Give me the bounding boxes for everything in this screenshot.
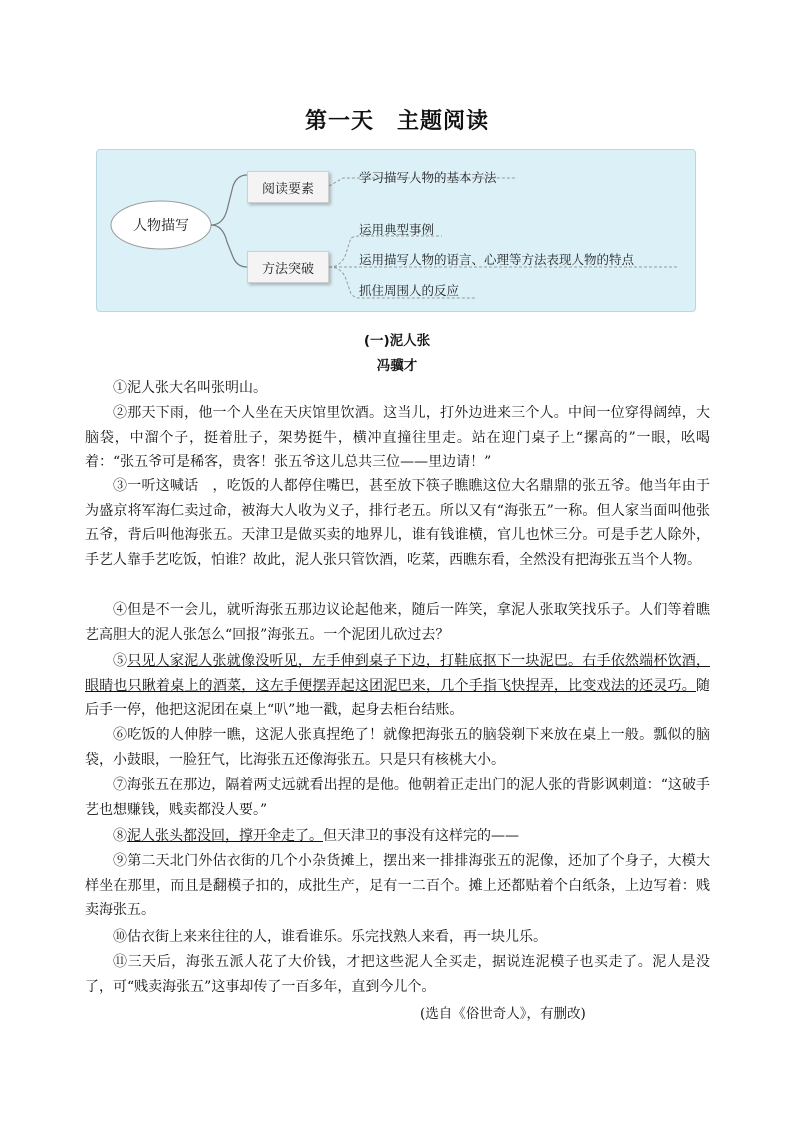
- leaf-typical-example: 运用典型事例: [359, 222, 435, 237]
- mind-map-center: 人物描写: [133, 218, 189, 234]
- page-title: 第一天 主题阅读: [304, 109, 489, 134]
- branch-method-breakthrough: 方法突破: [247, 251, 329, 283]
- paragraph-10: ⑩估衣街上来来往往的人，谁看谁乐。乐完找熟人来看，再一块儿乐。: [113, 929, 547, 945]
- paragraph-8: [85, 824, 710, 849]
- paragraph-2: ②那天下雨，他一个人坐在天庆馆里饮酒。这当儿，打外边进来三个人。中间一位穿得阔绰，大脑袋，中溜个子，挺着肚子，架势挺牛，横冲直撞往里走。站在迎门桌子上“摞高的”一眼，吆喝着：“张五爷可是稀客，贵客！张五爷这儿总共三位——里边请！”: [85, 405, 710, 470]
- paragraph-5: [85, 649, 710, 723]
- paragraph-8-number: ⑧: [113, 828, 127, 844]
- paragraph-11: ⑪三天后，海张五派人花了大价钱，才把这些泥人全买走，据说连泥模子也买走了。泥人是没了，可“贱卖海张五”这事却传了一百多年，直到今儿个。: [85, 954, 710, 995]
- leaf-surrounding-reaction: 抓住周围人的反应: [359, 283, 460, 298]
- paragraph-5-number: ⑤: [113, 653, 128, 669]
- leaf-basic-method: 学习描写人物的基本方法: [359, 170, 497, 185]
- paragraph-3: ③一听这喊话 ，吃饭的人都停住嘴巴，甚至放下筷子瞧瞧这位大名鼎鼎的张五爷。他当年由于为盛京将军海仁卖过命，被海大人收为义子，排行老五。所以又有“海张五”一称。但人家当面叫他张五爷，背后叫他海张五。天津卫是做买卖的地界儿，谁有钱谁横，官儿也怵三分。可是手艺人除外，手艺人靠手艺吃饭，怕谁？故此，泥人张只管饮酒，吃菜，西瞧东看，全然没有把海张五当个人物。: [85, 478, 710, 568]
- article-source: (选自《俗世奇人》，有删改): [420, 1006, 586, 1022]
- paragraph-6: ⑥吃饭的人伸脖一瞧，这泥人张真捏绝了！就像把海张五的脑袋剃下来放在桌上一般。瓢似的脑袋，小鼓眼，一脸狂气，比海张五还像海张五。只是只有核桃大小。: [85, 727, 710, 768]
- paragraph-8-rest: 但天津卫的事没有这样完的——: [323, 828, 519, 844]
- paragraph-5-rest: 随后手一停，他把这泥团在桌上“叭”地一戳，起身去柜台结账。: [85, 677, 710, 718]
- paragraph-5-underlined: 只见人家泥人张就像没听见，左手伸到桌子下边，打鞋底抠下一块泥巴。右手依然端杯饮酒，眼睛也只瞅着桌上的酒菜，这左手便摆弄起这团泥巴来，几个手指飞快捏弄，比变戏法的还灵巧。: [85, 653, 711, 694]
- paragraph-8-underlined: 泥人张头都没回，撑开伞走了。: [127, 828, 323, 844]
- paragraph-7: ⑦海张五在那边，隔着两丈远就看出捏的是他。他朝着正走出门的泥人张的背影讽刺道：“这破手艺也想赚钱，贱卖都没人要。”: [85, 777, 710, 818]
- branch-reading-element: 阅读要素: [247, 171, 329, 203]
- article-heading: (一)泥人张: [363, 333, 431, 349]
- leaf-language-psychology: 运用描写人物的语言、心理等方法表现人物的特点: [359, 252, 635, 267]
- paragraph-4: ④但是不一会儿，就听海张五那边议论起他来，随后一阵笑，拿泥人张取笑找乐子。人们等着瞧艺高胆大的泥人张怎么“回报”海张五。一个泥团儿砍过去？: [85, 602, 710, 643]
- paragraph-1: ①泥人张大名叫张明山。: [113, 380, 267, 396]
- paragraph-9: ⑨第二天北门外估衣街的几个小杂货摊上，摆出来一排排海张五的泥像，还加了个身子，大模大样坐在那里，而且是翻模子扣的，成批生产，足有一二百个。摊上还都贴着个白纸条，上边写着：贱卖海张五。: [85, 853, 710, 918]
- article-author: 冯骥才: [376, 358, 418, 374]
- mind-map: [96, 149, 696, 312]
